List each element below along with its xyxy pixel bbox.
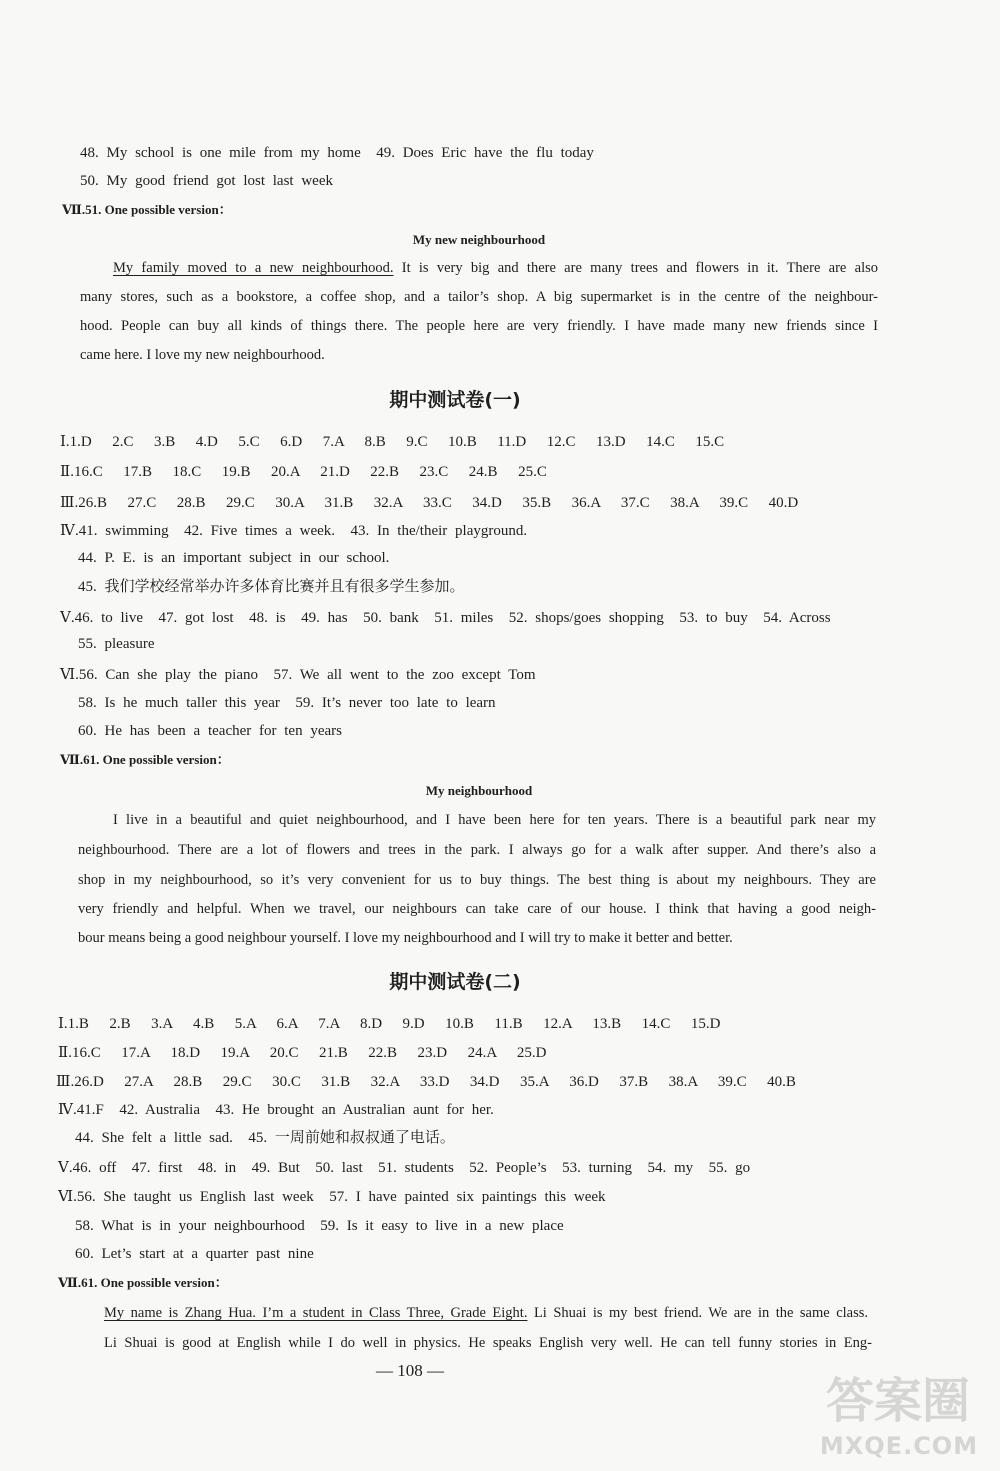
underlined-sentence: My name is Zhang Hua. I’m a student in Class Three, Grade Eight. xyxy=(104,1305,528,1321)
section-heading: 期中测试卷(一) xyxy=(389,389,521,411)
answer-line-60: 60. Let’s start at a quarter past nine xyxy=(75,1246,314,1262)
answer-line-58-59: 58. Is he much taller this year 59. It’s never too late to learn xyxy=(78,695,496,711)
answer-line-part3: Ⅲ.26.D 27.A 28.B 29.C 30.C 31.B 32.A 33.D 34.D 35.A 36.D 37.B 38.A 39.C 40.B xyxy=(56,1074,796,1090)
essay-line: neighbourhood. There are a lot of flowers and trees in the park. I always go for a walk after supper. And there’s also a xyxy=(78,842,876,858)
version-label: One possible version： xyxy=(104,202,232,217)
answer-line-44: 44. P. E. is an important subject in our school. xyxy=(78,550,390,566)
version-label: One possible version： xyxy=(100,1275,228,1290)
answer-line-44-45: 44. She felt a little sad. 45. 一周前她和叔叔通了电话。 xyxy=(75,1130,455,1146)
essay-title: My neighbourhood xyxy=(425,783,533,798)
page-number: — 108 — xyxy=(376,1361,444,1380)
essay-line: hood. People can buy all kinds of things there. The people here are very friendly. I have made many new friends since I xyxy=(80,318,878,334)
essay-title: My new neighbourhood xyxy=(412,232,546,247)
essay-line: bour means being a good neighbour yourself. I love my neighbourhood and I will try to make it better and better. xyxy=(78,930,733,946)
answer-line-55: 55. pleasure xyxy=(78,636,155,652)
watermark-logo: 答案圈 xyxy=(825,1373,970,1429)
answer-line-part4: Ⅳ.41. swimming 42. Five times a week. 43. In the/their playground. xyxy=(60,523,528,539)
essay-line: shop in my neighbourhood, so it’s very convenient for us to buy things. The best thing is about my neighbours. They are xyxy=(78,872,876,888)
essay-line: many stores, such as a bookstore, a coffee shop, and a tailor’s shop. A big supermarket is in the centre of the neighbour- xyxy=(80,289,878,305)
underlined-sentence: My family moved to a new neighbourhood. xyxy=(113,260,394,276)
answer-line-part2: Ⅱ.16.C 17.B 18.C 19.B 20.A 21.D 22.B 23.C 24.B 25.C xyxy=(60,464,547,480)
section-heading: 期中测试卷(二) xyxy=(389,971,521,993)
answer-line-58-59: 58. What is in your neighbourhood 59. Is it easy to live in a new place xyxy=(75,1218,564,1234)
answer-line-part5: Ⅴ.46. to live 47. got lost 48. is 49. has 50. bank 51. miles 52. shops/goes shopping 53. to buy 54. Across xyxy=(60,610,831,626)
answer-line-part1: Ⅰ.1.B 2.B 3.A 4.B 5.A 6.A 7.A 8.D 9.D 10.B 11.B 12.A 13.B 14.C 15.D xyxy=(58,1016,721,1032)
answer-line-48-49: 48. My school is one mile from my home 49. Does Eric have the flu today xyxy=(80,145,594,161)
part7-label-line xyxy=(58,1273,228,1293)
essay-text: It is very big and there are many trees and flowers in it. There are also xyxy=(401,260,879,276)
answer-line-part5: Ⅴ.46. off 47. first 48. in 49. But 50. last 51. students 52. People’s 53. turning 54. my 55. go xyxy=(58,1160,751,1176)
answer-line-45: 45. 我们学校经常举办许多体育比赛并且有很多学生参加。 xyxy=(78,579,465,595)
answer-line-60: 60. He has been a teacher for ten years xyxy=(78,723,342,739)
essay-line: came here. I love my new neighbourhood. xyxy=(80,347,325,363)
part7-label-line xyxy=(62,200,232,220)
version-label: One possible version： xyxy=(102,752,230,767)
part-number: Ⅶ.61. xyxy=(60,752,103,767)
answer-line-part6: Ⅵ.56. She taught us English last week 57. I have painted six paintings this week xyxy=(58,1189,606,1205)
answer-line-part1: Ⅰ.1.D 2.C 3.B 4.D 5.C 6.D 7.A 8.B 9.C 10.B 11.D 12.C 13.D 14.C 15.C xyxy=(60,434,725,450)
answer-line-part3: Ⅲ.26.B 27.C 28.B 29.C 30.A 31.B 32.A 33.C 34.D 35.B 36.A 37.C 38.A 39.C 40.D xyxy=(60,495,799,511)
answer-line-part4: Ⅳ.41.F 42. Australia 43. He brought an Australian aunt for her. xyxy=(58,1102,494,1118)
part7-label-line xyxy=(60,750,230,770)
essay-line xyxy=(104,1303,868,1323)
essay-line: Li Shuai is good at English while I do well in physics. He speaks English very well. He can tell funny stories in Eng- xyxy=(104,1335,872,1351)
part-number: Ⅶ.51. xyxy=(62,202,105,217)
essay-line: very friendly and helpful. When we travel, our neighbours can take care of our house. I think that having a good neigh- xyxy=(78,901,876,917)
essay-line: I live in a beautiful and quiet neighbourhood, and I have been here for ten years. There is a beautiful park near my xyxy=(113,812,876,828)
essay-line xyxy=(113,258,878,278)
answer-line-50: 50. My good friend got lost last week xyxy=(80,173,333,189)
essay-text: Li Shuai is my best friend. We are in the same class. xyxy=(533,1305,869,1321)
watermark-site: MXQE.COM xyxy=(819,1432,979,1460)
answer-line-part6: Ⅵ.56. Can she play the piano 57. We all went to the zoo except Tom xyxy=(60,667,536,683)
answer-line-part2: Ⅱ.16.C 17.A 18.D 19.A 20.C 21.B 22.B 23.D 24.A 25.D xyxy=(58,1045,547,1061)
part-number: Ⅶ.61. xyxy=(58,1275,101,1290)
